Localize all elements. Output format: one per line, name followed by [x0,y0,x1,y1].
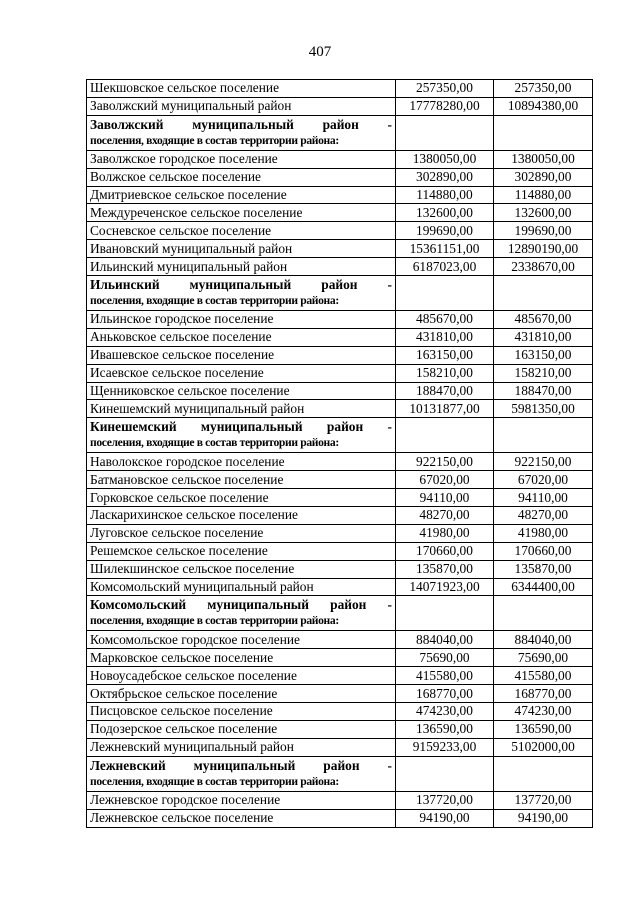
settlement-name-cell: Лежневское городское поселение [87,791,396,809]
table-row [87,667,593,685]
group-header-row [87,756,593,791]
table-row [87,542,593,560]
settlement-name-cell: Новоусадебское сельское поселение [87,667,396,685]
page-number: 407 [308,44,332,60]
value-cell-2: 75690,00 [494,649,593,667]
value-cell-2: 485670,00 [494,311,593,329]
settlement-name-cell: Ивашевское сельское поселение [87,346,396,364]
settlement-name-cell: Ильинское городское поселение [87,311,396,329]
table-row [87,311,593,329]
table-row [87,720,593,738]
value-cell-2: 415580,00 [494,667,593,685]
value-cell-2: 5981350,00 [494,400,593,418]
value-cell-1: 431810,00 [396,328,494,346]
budget-table-body [87,80,593,828]
table-row [87,649,593,667]
table-row [87,685,593,703]
table-row [87,186,593,204]
settlement-name-cell: Щенниковское сельское поселение [87,382,396,400]
value-cell-1: 136590,00 [396,720,494,738]
value-cell-1: 199690,00 [396,222,494,240]
value-cell-2: 114880,00 [494,186,593,204]
settlement-name-cell: Наволокское городское поселение [87,453,396,471]
group-value-cell-1 [396,418,494,453]
value-cell-2: 431810,00 [494,328,593,346]
group-header-row [87,115,593,150]
table-row [87,524,593,542]
settlement-name-cell: Шилекшинское сельское поселение [87,560,396,578]
table-row [87,738,593,756]
value-cell-2: 168770,00 [494,685,593,703]
table-row [87,489,593,507]
value-cell-1: 168770,00 [396,685,494,703]
value-cell-1: 485670,00 [396,311,494,329]
value-cell-2: 302890,00 [494,168,593,186]
value-cell-1: 163150,00 [396,346,494,364]
value-cell-1: 137720,00 [396,791,494,809]
value-cell-2: 1380050,00 [494,150,593,168]
group-header-subtitle: поселения, входящие в состав территории района: [90,614,339,628]
value-cell-1: 474230,00 [396,703,494,721]
value-cell-1: 884040,00 [396,631,494,649]
settlement-name-cell: Аньковское сельское поселение [87,328,396,346]
table-row [87,258,593,276]
value-cell-1: 1380050,00 [396,150,494,168]
table-row [87,364,593,382]
value-cell-1: 15361151,00 [396,240,494,258]
table-row [87,578,593,596]
group-value-cell-2 [494,756,593,791]
group-value-cell-1 [396,115,494,150]
settlement-name-cell: Октябрьское сельское поселение [87,685,396,703]
value-cell-1: 135870,00 [396,560,494,578]
group-value-cell-1 [396,276,494,311]
settlement-name-cell: Подозерское сельское поселение [87,720,396,738]
table-row [87,168,593,186]
table-row [87,809,593,827]
value-cell-2: 10894380,00 [494,97,593,115]
value-cell-1: 415580,00 [396,667,494,685]
settlement-name-cell: Ильинский муниципальный район [87,258,396,276]
value-cell-1: 9159233,00 [396,738,494,756]
value-cell-2: 170660,00 [494,542,593,560]
value-cell-2: 163150,00 [494,346,593,364]
value-cell-2: 922150,00 [494,453,593,471]
settlement-name-cell: Ласкарихинское сельское поселение [87,507,396,525]
budget-table [86,79,593,828]
value-cell-2: 2338670,00 [494,258,593,276]
settlement-name-cell: Комсомольский муниципальный район [87,578,396,596]
value-cell-1: 48270,00 [396,507,494,525]
value-cell-2: 94110,00 [494,489,593,507]
value-cell-2: 188470,00 [494,382,593,400]
value-cell-2: 48270,00 [494,507,593,525]
settlement-name-cell: Лежневское сельское поселение [87,809,396,827]
value-cell-1: 67020,00 [396,471,494,489]
settlement-name-cell: Исаевское сельское поселение [87,364,396,382]
value-cell-2: 474230,00 [494,703,593,721]
group-header-subtitle: поселения, входящие в состав территории района: [90,774,339,788]
settlement-name-cell: Дмитриевское сельское поселение [87,186,396,204]
table-row [87,560,593,578]
table-row [87,453,593,471]
settlement-name-cell: Лежневский муниципальный район [87,738,396,756]
table-row [87,240,593,258]
settlement-name-cell: Междуреченское сельское поселение [87,204,396,222]
value-cell-1: 75690,00 [396,649,494,667]
group-header-title: Лежневский муниципальный район - [90,757,392,773]
table-row [87,507,593,525]
group-header-title: Комсомольский муниципальный район - [90,597,392,613]
value-cell-2: 94190,00 [494,809,593,827]
settlement-name-cell: Сосневское сельское поселение [87,222,396,240]
value-cell-2: 41980,00 [494,524,593,542]
table-row [87,222,593,240]
value-cell-1: 158210,00 [396,364,494,382]
table-row [87,80,593,98]
settlement-name-cell: Волжское сельское поселение [87,168,396,186]
value-cell-1: 257350,00 [396,80,494,98]
value-cell-1: 94190,00 [396,809,494,827]
table-row [87,791,593,809]
group-header-subtitle: поселения, входящие в состав территории района: [90,133,339,147]
value-cell-2: 6344400,00 [494,578,593,596]
table-row [87,97,593,115]
group-header-cell [87,418,396,453]
table-row [87,346,593,364]
group-header-cell [87,756,396,791]
value-cell-1: 922150,00 [396,453,494,471]
table-row [87,703,593,721]
settlement-name-cell: Заволжский муниципальный район [87,97,396,115]
table-row [87,471,593,489]
value-cell-1: 10131877,00 [396,400,494,418]
value-cell-1: 170660,00 [396,542,494,560]
value-cell-1: 114880,00 [396,186,494,204]
group-value-cell-2 [494,418,593,453]
group-header-cell [87,115,396,150]
value-cell-1: 302890,00 [396,168,494,186]
value-cell-1: 188470,00 [396,382,494,400]
group-header-row [87,596,593,631]
value-cell-1: 14071923,00 [396,578,494,596]
value-cell-2: 135870,00 [494,560,593,578]
group-header-subtitle: поселения, входящие в состав территории района: [90,436,339,450]
settlement-name-cell: Ивановский муниципальный район [87,240,396,258]
value-cell-1: 132600,00 [396,204,494,222]
group-value-cell-2 [494,276,593,311]
group-header-title: Кинешемский муниципальный район - [90,419,392,435]
group-header-row [87,418,593,453]
value-cell-2: 137720,00 [494,791,593,809]
group-header-title: Ильинский муниципальный район - [90,277,392,293]
value-cell-2: 199690,00 [494,222,593,240]
group-value-cell-1 [396,756,494,791]
value-cell-1: 41980,00 [396,524,494,542]
settlement-name-cell: Заволжское городское поселение [87,150,396,168]
settlement-name-cell: Батмановское сельское поселение [87,471,396,489]
group-header-row [87,276,593,311]
value-cell-2: 67020,00 [494,471,593,489]
table-row [87,150,593,168]
value-cell-2: 132600,00 [494,204,593,222]
group-value-cell-1 [396,596,494,631]
settlement-name-cell: Луговское сельское поселение [87,524,396,542]
value-cell-2: 158210,00 [494,364,593,382]
value-cell-2: 884040,00 [494,631,593,649]
group-value-cell-2 [494,596,593,631]
settlement-name-cell: Марковское сельское поселение [87,649,396,667]
table-row [87,631,593,649]
group-header-subtitle: поселения, входящие в состав территории района: [90,294,339,308]
settlement-name-cell: Комсомольское городское поселение [87,631,396,649]
value-cell-1: 94110,00 [396,489,494,507]
group-header-cell [87,596,396,631]
settlement-name-cell: Писцовское сельское поселение [87,703,396,721]
value-cell-2: 136590,00 [494,720,593,738]
settlement-name-cell: Горковское сельское поселение [87,489,396,507]
value-cell-2: 12890190,00 [494,240,593,258]
table-row [87,328,593,346]
value-cell-2: 257350,00 [494,80,593,98]
value-cell-1: 6187023,00 [396,258,494,276]
value-cell-2: 5102000,00 [494,738,593,756]
table-row [87,204,593,222]
table-row [87,400,593,418]
settlement-name-cell: Шекшовское сельское поселение [87,80,396,98]
group-header-title: Заволжский муниципальный район - [90,116,392,132]
group-header-cell [87,276,396,311]
group-value-cell-2 [494,115,593,150]
settlement-name-cell: Решемское сельское поселение [87,542,396,560]
table-row [87,382,593,400]
value-cell-1: 17778280,00 [396,97,494,115]
settlement-name-cell: Кинешемский муниципальный район [87,400,396,418]
